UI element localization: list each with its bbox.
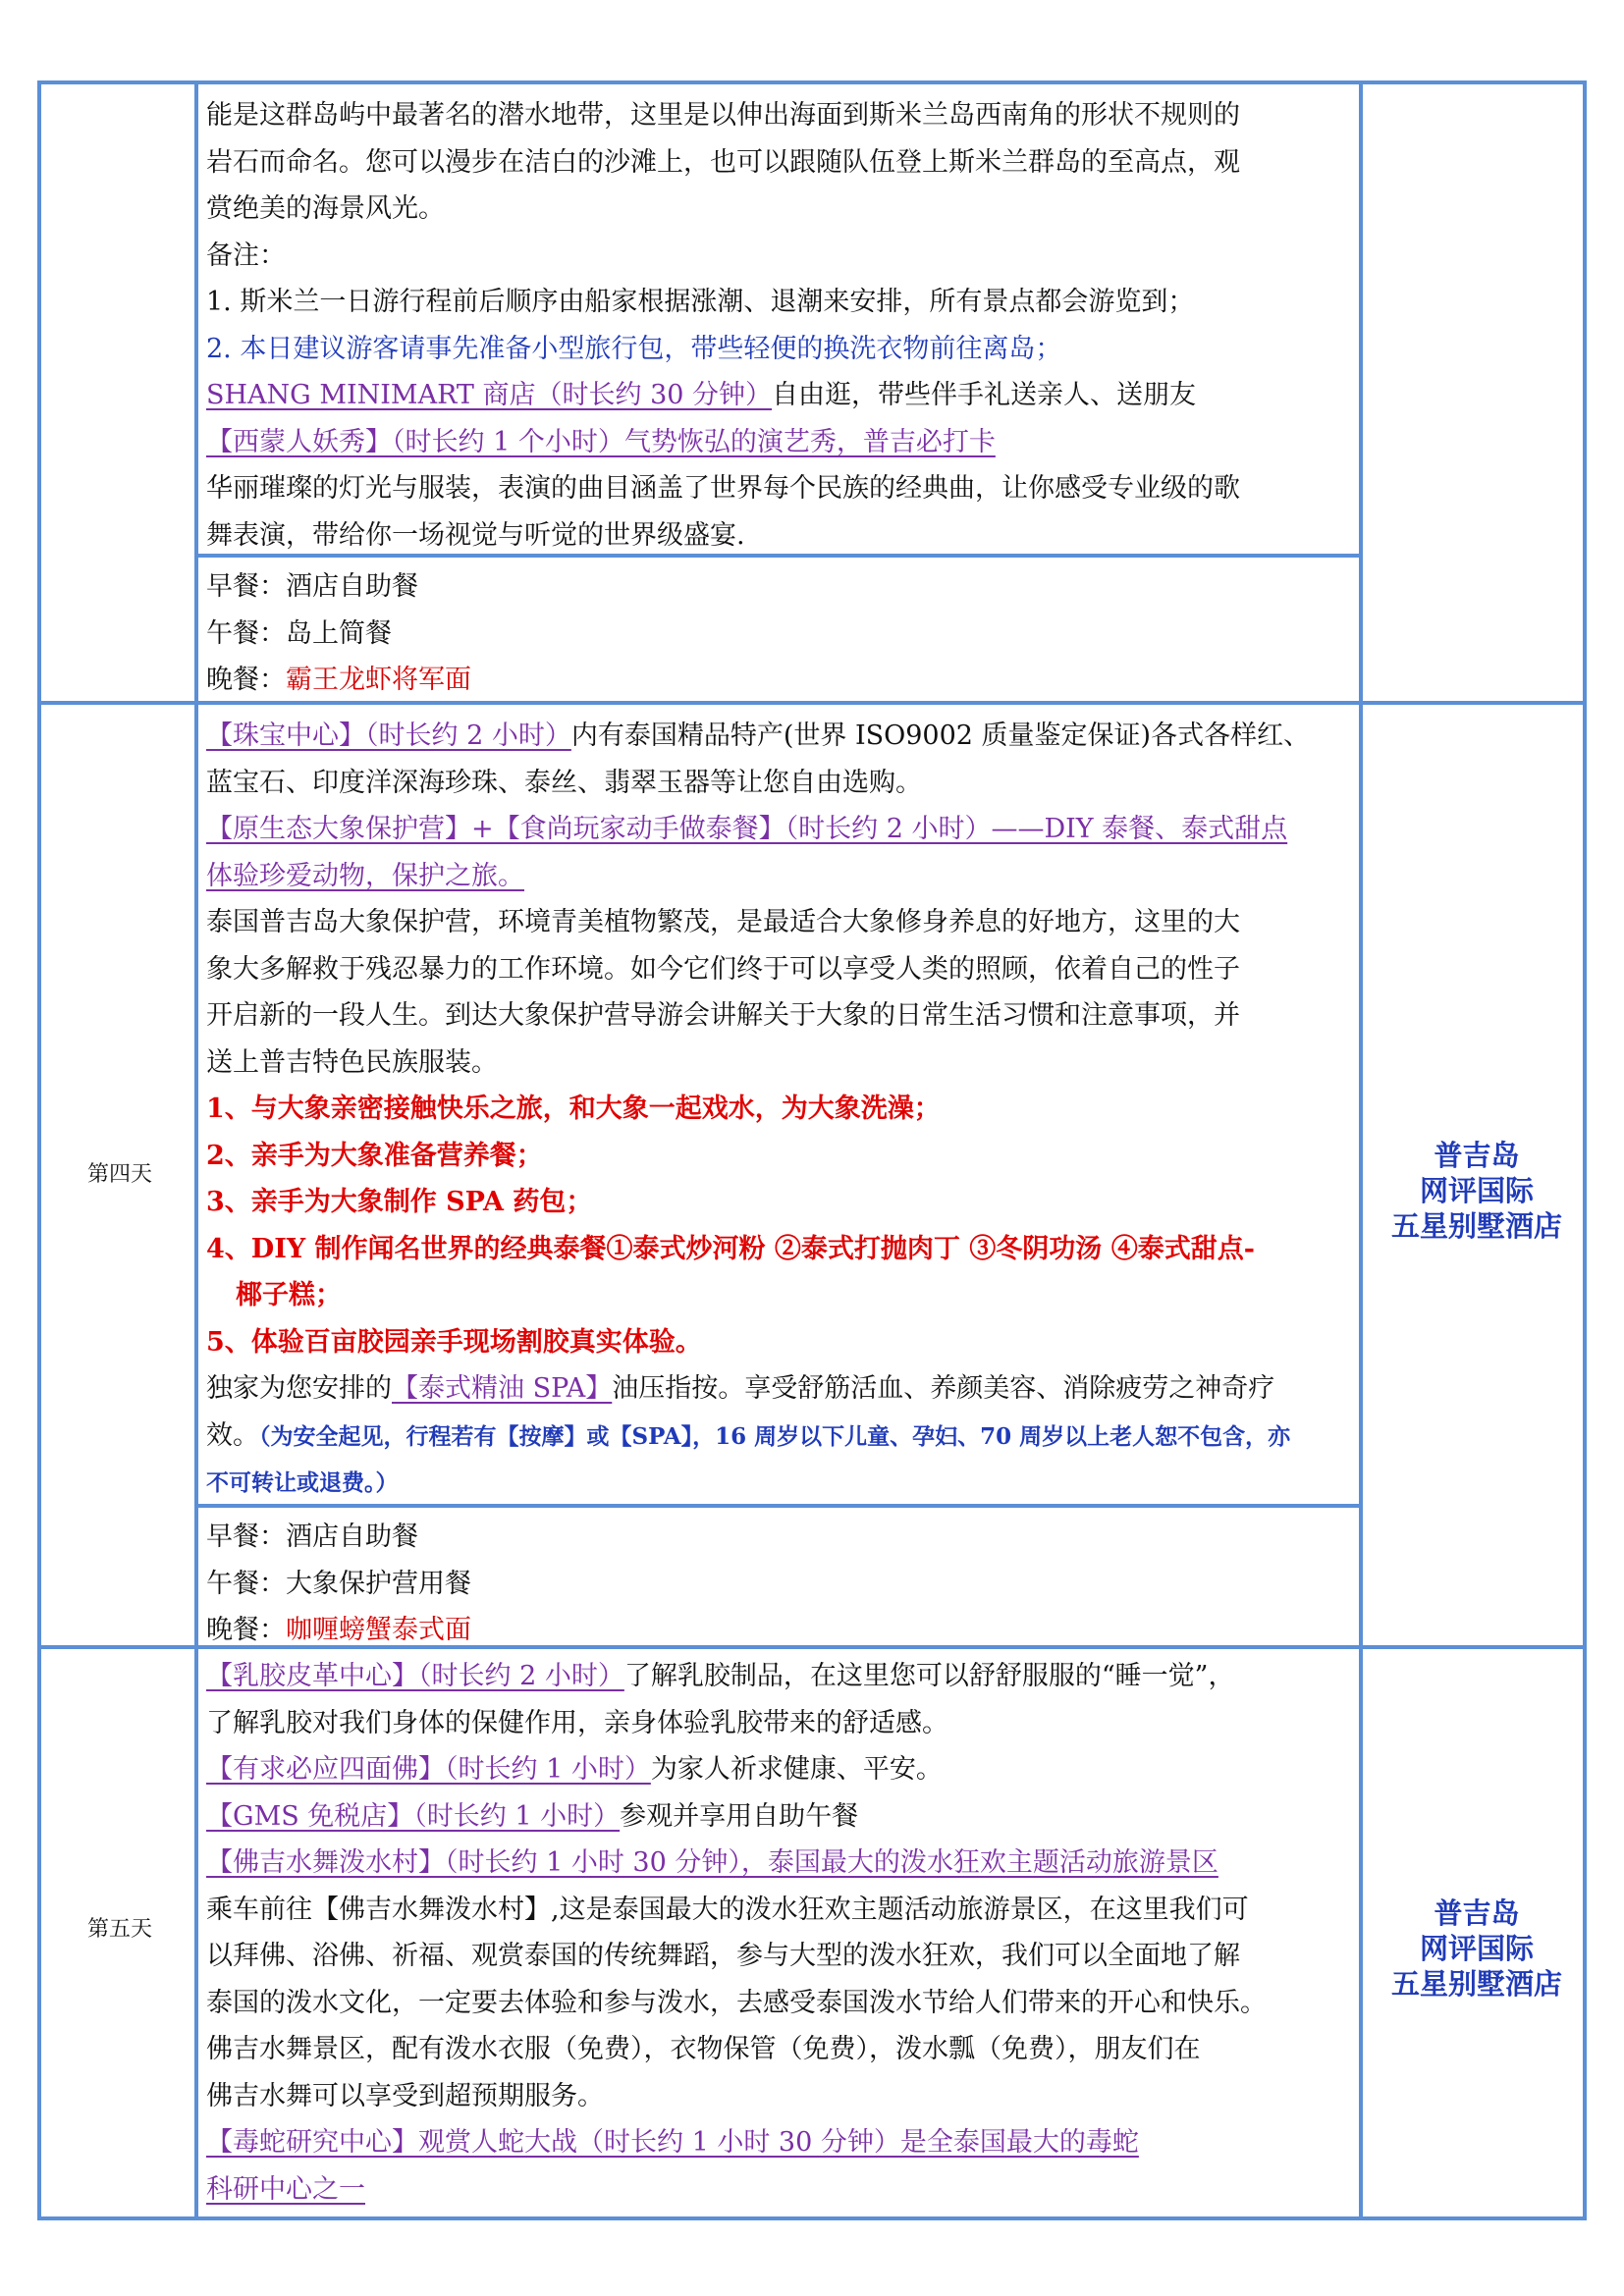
- jewel-text: 内有泰国精品特产(世界 ISO9002 质量鉴定保证)各式各样红、: [570, 721, 1311, 751]
- day4-meals: [206, 1514, 1351, 1654]
- elephant-desc: 送上普吉特色民族服装。: [206, 1046, 498, 1078]
- jewel-link[interactable]: 【珠宝中心】（时长约 2 小时）: [206, 721, 571, 751]
- show-link[interactable]: 【西蒙人妖秀】（时长约 1 个小时）气势恢弘的演艺秀，普吉必打卡: [206, 426, 996, 457]
- dinner-label: 晚餐：: [206, 1615, 286, 1645]
- column-divider: [1359, 84, 1363, 2216]
- water-desc: 佛吉水舞可以享受到超预期服务。: [206, 2080, 604, 2111]
- highlight: 5、体验百亩胶园亲手现场割胶真实体验。: [206, 1326, 702, 1358]
- hotel-line: 普吉岛: [1434, 1141, 1520, 1172]
- gms-link[interactable]: 【GMS 免税店】（时长约 1 小时）: [206, 1800, 621, 1832]
- highlight: 2、亲手为大象准备营养餐；: [206, 1140, 543, 1171]
- water-village-link[interactable]: 【佛吉水舞泼水村】（时长约 1 小时 30 分钟），泰国最大的泼水狂欢主题活动旅游景区: [206, 1847, 1218, 1878]
- latex-text: 了解乳胶制品，在这里您可以舒舒服服的“睡一觉”，: [623, 1661, 1235, 1691]
- spa-note: （为安全起见，行程若有【按摩】或【SPA】，16 周岁以下儿童、孕妇、70 周岁以上老人恕不包含，亦: [259, 1422, 1291, 1450]
- shang-line: [206, 372, 1351, 419]
- day3-meals: [206, 563, 1351, 704]
- water-desc: 以拜佛、浴佛、祈福、观赏泰国的传统舞蹈，参与大型的泼水狂欢，我们可以全面地了解: [206, 1941, 1240, 1971]
- day5-activities: [206, 1653, 1351, 2213]
- spa-link[interactable]: 【泰式精油 SPA】: [392, 1373, 613, 1404]
- jewel-line: [206, 713, 1351, 760]
- text-line: 能是这群岛屿中最著名的潜水地带，这里是以伸出海面到斯米兰岛西南角的形状不规则的: [206, 100, 1240, 131]
- note-1: 1. 斯米兰一日游行程前后顺序由船家根据涨潮、退潮来安排，所有景点都会游览到；: [206, 287, 1195, 317]
- snake-center-link[interactable]: 【毒蛇研究中心】观赏人蛇大战（时长约 1 小时 30 分钟）是全泰国最大的毒蛇: [206, 2127, 1139, 2158]
- water-desc: 乘车前往【佛吉水舞泼水村】,这是泰国最大的泼水狂欢主题活动旅游景区，在这里我们可: [206, 1894, 1249, 1925]
- dinner-label: 晚餐：: [206, 665, 286, 695]
- hotel-line: 五星别墅酒店: [1390, 1969, 1562, 2001]
- elephant-desc: 象大多解救于残忍暴力的工作环境。如今它们终于可以享受人类的照顾，依着自己的性子: [206, 953, 1240, 985]
- dinner-dish: 咖喱螃蟹泰式面: [286, 1615, 471, 1645]
- elephant-line: [206, 806, 1351, 853]
- day5-hotel: [1371, 1896, 1583, 2002]
- buddha-text: 为家人祈求健康、平安。: [650, 1754, 943, 1785]
- water-desc: 佛吉水舞景区，配有泼水衣服（免费），衣物保管（免费），泼水瓢（免费），朋友们在: [206, 2034, 1201, 2064]
- show-desc: 舞表演，带给你一场视觉与听觉的世界级盛宴.: [206, 519, 745, 551]
- dinner: [206, 1607, 1351, 1654]
- highlight: 3、亲手为大象制作 SPA 药包；: [206, 1187, 593, 1217]
- lunch: 午餐：大象保护营用餐: [206, 1568, 471, 1599]
- gms-text: 参观并享用自助午餐: [620, 1800, 859, 1832]
- day4-activities: [206, 713, 1351, 1507]
- shang-text: 自由逛，带些伴手礼送亲人、送朋友: [772, 380, 1197, 410]
- hotel-line: 普吉岛: [1434, 1898, 1520, 1930]
- note-2: 2. 本日建议游客请事先准备小型旅行包，带些轻便的换洗衣物前往离岛；: [206, 333, 1062, 364]
- show-line: [206, 419, 1351, 466]
- text-line: 赏绝美的海景风光。: [206, 193, 445, 224]
- latex-line: [206, 1653, 1351, 1700]
- hotel-line: 五星别墅酒店: [1390, 1211, 1562, 1243]
- highlight: 椰子糕；: [236, 1280, 342, 1310]
- day4-label: 第四天: [86, 1162, 152, 1187]
- latex-link[interactable]: 【乳胶皮革中心】（时长约 2 小时）: [206, 1661, 624, 1691]
- day5-label: 第五天: [86, 1917, 152, 1942]
- water-desc: 泰国的泼水文化，一定要去体验和参与泼水，去感受泰国泼水节给人们带来的开心和快乐。: [206, 1987, 1267, 2018]
- latex-line-2: 了解乳胶对我们身体的保健作用，亲身体验乳胶带来的舒适感。: [206, 1707, 948, 1738]
- snake-center-link-2[interactable]: 科研中心之一: [206, 2173, 365, 2205]
- buddha-line: [206, 1746, 1351, 1793]
- day4-hotel: [1371, 1139, 1583, 1245]
- gms-line: [206, 1793, 1351, 1841]
- breakfast: 早餐：酒店自助餐: [206, 571, 418, 602]
- show-desc: 华丽璀璨的灯光与服装，表演的曲目涵盖了世界每个民族的经典曲，让你感受专业级的歌: [206, 473, 1240, 504]
- water-line: [206, 1840, 1351, 1887]
- highlight: 4、DIY 制作闻名世界的经典泰餐①泰式炒河粉 ②泰式打抛肉丁 ③冬阴功汤 ④泰式甜点-: [206, 1233, 1255, 1264]
- dinner-dish: 霸王龙虾将军面: [286, 665, 471, 695]
- shang-minimart-link[interactable]: SHANG MINIMART 商店（时长约 30 分钟）: [206, 380, 773, 410]
- spa-pre: 独家为您安排的: [206, 1373, 392, 1404]
- elephant-link[interactable]: 【原生态大象保护营】+【食尚玩家动手做泰餐】（时长约 2 小时）——DIY 泰餐、泰式甜点: [206, 814, 1288, 844]
- dinner: [206, 657, 1351, 704]
- spa-line: [206, 1365, 1351, 1413]
- elephant-link-2[interactable]: 体验珍爱动物，保护之旅。: [206, 860, 524, 891]
- spa-text-2: 效。: [206, 1419, 259, 1451]
- text-line: 岩石而命名。您可以漫步在洁白的沙滩上，也可以跟随队伍登上斯米兰群岛的至高点，观: [206, 146, 1240, 178]
- spa-text: 油压指按。享受舒筋活血、养颜美容、消除疲劳之神奇疗: [612, 1373, 1275, 1404]
- lunch: 午餐：岛上简餐: [206, 617, 392, 649]
- spa-note-2: 不可转让或退费。）: [206, 1469, 399, 1496]
- buddha-link[interactable]: 【有求必应四面佛】（时长约 1 小时）: [206, 1754, 651, 1785]
- jewel-line-2: 蓝宝石、印度洋深海珍珠、泰丝、翡翠玉器等让您自由选购。: [206, 767, 922, 798]
- note-title: 备注：: [206, 240, 286, 271]
- spa-line-2: [206, 1413, 1351, 1461]
- itinerary-table: [37, 80, 1587, 2220]
- column-divider: [194, 84, 198, 2216]
- elephant-line: [206, 853, 1351, 900]
- snake-line: [206, 2119, 1351, 2166]
- hotel-line: 网评国际: [1419, 1934, 1534, 1965]
- snake-line-2: [206, 2166, 1351, 2214]
- day3-activities: [206, 92, 1351, 559]
- elephant-desc: 泰国普吉岛大象保护营，环境青美植物繁茂，是最适合大象修身养息的好地方，这里的大: [206, 907, 1240, 937]
- hotel-line: 网评国际: [1419, 1176, 1534, 1207]
- breakfast: 早餐：酒店自助餐: [206, 1522, 418, 1552]
- highlight: 1、与大象亲密接触快乐之旅，和大象一起戏水，为大象洗澡；: [206, 1094, 941, 1124]
- elephant-desc: 开启新的一段人生。到达大象保护营导游会讲解关于大象的日常生活习惯和注意事项，并: [206, 1000, 1240, 1031]
